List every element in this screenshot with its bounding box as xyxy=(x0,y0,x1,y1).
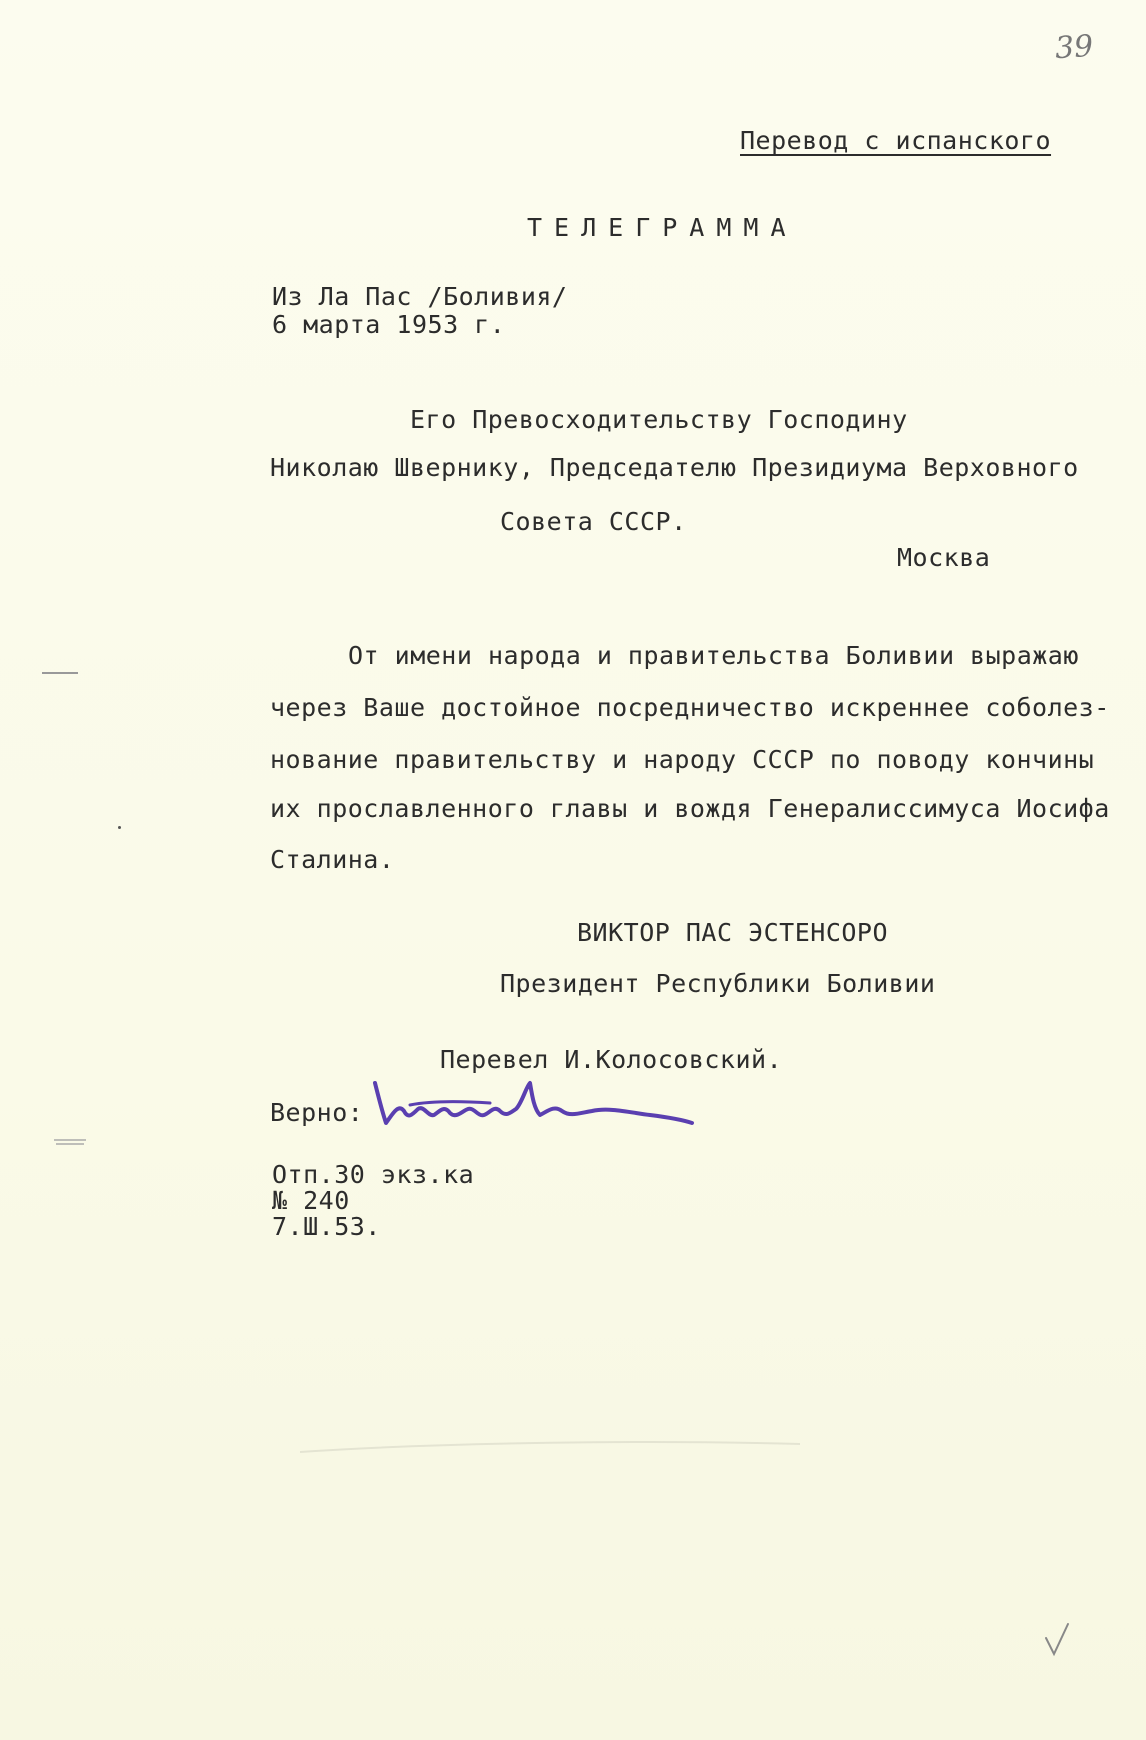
address-city: Москва xyxy=(897,543,991,572)
address-line-1: Его Превосходительству Господину xyxy=(410,405,908,434)
handwritten-signature xyxy=(370,1075,700,1155)
signatory-name: ВИКТОР ПАС ЭСТЕНСОРО xyxy=(577,918,889,947)
body-line-2: через Ваше достойное посредничество искреннее соболез- xyxy=(270,693,1110,722)
ink-dot xyxy=(118,826,121,829)
date-line: 6 марта 1953 г. xyxy=(272,310,506,339)
reference-copies: Отп.30 экз.ка xyxy=(272,1160,475,1189)
body-line-1: От имени народа и правительства Боливии выражаю xyxy=(348,641,1079,670)
faint-fold-line xyxy=(300,1438,800,1458)
body-line-3: нование правительству и народу СССР по поводу кончины xyxy=(270,745,1095,774)
reference-date: 7.Ш.53. xyxy=(272,1212,381,1241)
body-line-5: Сталина. xyxy=(270,845,395,874)
address-line-3: Совета СССР. xyxy=(500,507,687,536)
origin-line: Из Ла Пас /Боливия/ xyxy=(272,282,568,311)
verified-label: Верно: xyxy=(270,1098,364,1127)
body-line-4: их прославленного главы и вождя Генералиссимуса Иосифа xyxy=(270,794,1110,823)
document-title: ТЕЛЕГРАММА xyxy=(527,213,798,242)
reference-number: № 240 xyxy=(272,1186,350,1215)
header-note: Перевод с испанского xyxy=(740,126,1052,155)
page-number: 39 xyxy=(1053,28,1095,67)
check-mark-icon xyxy=(1042,1620,1072,1660)
signatory-title: Президент Республики Боливии xyxy=(500,969,936,998)
margin-mark xyxy=(52,1138,88,1146)
translator-line: Перевел И.Колосовский. xyxy=(440,1045,783,1074)
margin-mark xyxy=(42,672,78,674)
address-line-2: Николаю Швернику, Председателю Президиума Верховного xyxy=(270,453,1079,482)
